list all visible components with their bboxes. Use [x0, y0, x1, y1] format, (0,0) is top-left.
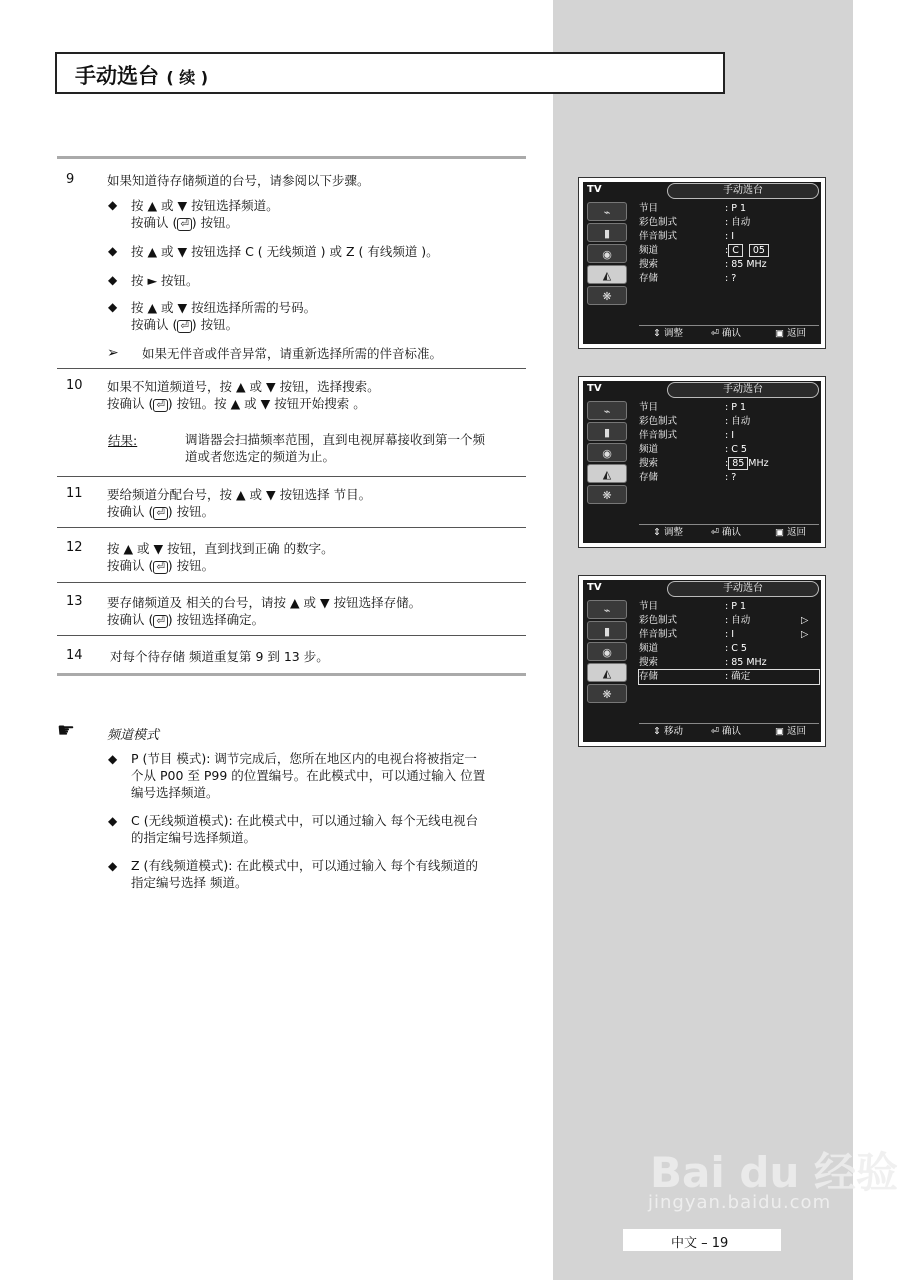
step-number: 12 — [66, 540, 83, 555]
row-label: 节目 — [639, 601, 659, 612]
enter-icon: ⏎ — [153, 399, 167, 412]
tv-menu-body — [583, 381, 821, 543]
watermark-url: jingyan.baidu.com — [648, 1192, 832, 1213]
step-line: 按 ▲ 或 ▼ 按钮，直到找到正确 的数字。 — [107, 541, 334, 556]
tv-menu-footer — [639, 524, 819, 541]
bullet-icon: ◆ — [108, 300, 118, 314]
result-label: 结果: — [108, 433, 138, 448]
bullet-icon: ◆ — [108, 752, 118, 766]
text-part: ) 按钮选择确定。 — [167, 612, 265, 627]
row-value: : I — [725, 629, 735, 640]
row-label: 彩色制式 — [639, 615, 678, 626]
footer-back: ▣ 返回 — [775, 328, 806, 339]
footer-adjust: ⇕ 调整 — [653, 527, 683, 538]
row-value: : 自动 — [725, 416, 751, 427]
bullet-line — [131, 316, 316, 333]
row-value: : P 1 — [725, 601, 747, 612]
step-text — [107, 378, 380, 412]
tv-menu-rows — [639, 401, 819, 485]
tv-menu-footer — [639, 723, 819, 740]
row-label: 节目 — [639, 402, 659, 413]
step-text — [107, 594, 421, 628]
value-box: C — [728, 244, 743, 257]
page-title-box — [55, 52, 725, 94]
tv-icon-column — [587, 600, 629, 728]
row-label: 彩色制式 — [639, 416, 678, 427]
value-part: MHz — [748, 458, 769, 469]
value-part: : — [725, 458, 729, 469]
channel-mode-title: 频道模式 — [107, 728, 160, 743]
menu-row — [639, 230, 819, 244]
value-box: 85 — [728, 457, 748, 470]
step-line: 如果不知道频道号，按 ▲ 或 ▼ 按钮，选择搜索。 — [107, 379, 380, 394]
divider — [57, 527, 526, 528]
menu-row — [639, 244, 819, 258]
footer-confirm: ⏎ 确认 — [711, 328, 741, 339]
row-value: : P 1 — [725, 203, 747, 214]
row-value: : 自动 — [725, 217, 751, 228]
menu-row — [639, 642, 819, 656]
mode-line: 指定编号选择 频道。 — [131, 875, 248, 890]
result-text — [185, 431, 485, 465]
channel-icon: ◭ — [587, 663, 627, 682]
row-label: 频道 — [639, 643, 659, 654]
row-value: : ? — [725, 472, 737, 483]
row-value: : I — [725, 231, 735, 242]
sound-icon: ◉ — [587, 443, 627, 462]
row-value: : 85 MHz — [725, 657, 767, 668]
row-value: : 自动 — [725, 615, 751, 626]
right-arrow-icon: ▷ — [801, 629, 809, 640]
tv-icon-column — [587, 401, 629, 529]
step-text: 对每个待存储 频道重复第 9 到 13 步。 — [110, 649, 329, 664]
note-arrow-icon: ➢ — [107, 345, 119, 361]
bullet-icon: ◆ — [108, 273, 118, 287]
mode-line: 的指定编号选择频道。 — [131, 830, 257, 845]
text-part: 按确认 ( — [131, 215, 178, 230]
value-part: : — [725, 245, 729, 256]
step-line — [107, 395, 380, 412]
step-text — [107, 486, 371, 520]
menu-row — [639, 401, 819, 415]
divider — [57, 368, 526, 369]
channel-icon: ◭ — [587, 265, 627, 284]
enter-icon: ⏎ — [177, 320, 191, 333]
bullet-line — [131, 214, 279, 231]
row-label: 搜索 — [639, 458, 659, 469]
antenna-icon: ⌁ — [587, 401, 627, 420]
bullet-text: 按 ▲ 或 ▼ 按钮选择 C ( 无线频道 ) 或 Z ( 有线频道 )。 — [131, 244, 439, 259]
row-value: : C 5 — [725, 643, 747, 654]
row-label: 节目 — [639, 203, 659, 214]
page-number-box — [623, 1229, 781, 1251]
bullet-text — [131, 197, 279, 231]
tv-menu-screen-1 — [578, 177, 826, 349]
tv-icon-column — [587, 202, 629, 330]
step-line — [107, 557, 334, 574]
tv-menu-header: 手动选台 — [667, 183, 819, 199]
tv-tag: TV — [587, 184, 602, 195]
row-label: 伴音制式 — [639, 629, 678, 640]
row-value: : P 1 — [725, 402, 747, 413]
bullet-line: 按 ▲ 或 ▼ 按纽选择所需的号码。 — [131, 300, 317, 315]
result-line: 调谐器会扫描频率范围，直到电视屏幕接收到第一个频 — [185, 432, 486, 447]
menu-row-selected — [639, 670, 819, 684]
tv-menu-screen-2 — [578, 376, 826, 548]
right-arrow-icon: ▷ — [801, 615, 809, 626]
menu-row — [639, 216, 819, 230]
text-part: ) 按钮。 — [191, 317, 239, 332]
tv-menu-rows — [639, 600, 819, 684]
menu-row — [639, 272, 819, 286]
step-number: 13 — [66, 594, 83, 609]
sound-icon: ◉ — [587, 642, 627, 661]
menu-row — [639, 457, 819, 471]
footer-confirm: ⏎ 确认 — [711, 726, 741, 737]
row-label: 搜索 — [639, 657, 659, 668]
menu-row — [639, 429, 819, 443]
sound-icon: ◉ — [587, 244, 627, 263]
bullet-line: 按 ▲ 或 ▼ 按钮选择频道。 — [131, 198, 279, 213]
footer-back: ▣ 返回 — [775, 527, 806, 538]
row-value: : C 5 — [725, 444, 747, 455]
row-label: 搜索 — [639, 259, 659, 270]
row-label: 频道 — [639, 245, 659, 256]
tv-menu-body — [583, 182, 821, 344]
value-box: 05 — [749, 244, 769, 257]
tv-menu-rows — [639, 202, 819, 286]
mode-line: 个从 P00 至 P99 的位置编号。在此模式中，可以通过输入 位置 — [131, 768, 486, 783]
row-value: : I — [725, 430, 735, 441]
menu-row — [639, 614, 819, 628]
picture-icon: ▮ — [587, 422, 627, 441]
mode-line: C (无线频道模式): 在此模式中，可以通过输入 每个无线电视台 — [131, 813, 479, 828]
step-number: 10 — [66, 378, 83, 393]
tv-menu-header: 手动选台 — [667, 382, 819, 398]
bullet-icon: ◆ — [108, 814, 118, 828]
step-text: 如果知道待存储频道的台号，请参阅以下步骤。 — [107, 173, 370, 188]
setup-icon: ❋ — [587, 684, 627, 703]
row-value — [725, 244, 769, 258]
divider-bottom — [57, 673, 526, 676]
menu-row — [639, 628, 819, 642]
text-part: ) 按钮。按 ▲ 或 ▼ 按钮开始搜索 。 — [167, 396, 366, 411]
step-number: 11 — [66, 486, 83, 501]
row-value: : 确定 — [725, 671, 751, 682]
bullet-icon: ◆ — [108, 198, 118, 212]
enter-icon: ⏎ — [153, 561, 167, 574]
menu-row — [639, 471, 819, 485]
bullet-icon: ◆ — [108, 859, 118, 873]
text-part: 按确认 ( — [107, 558, 154, 573]
title-sub: ( 续 ) — [166, 68, 209, 87]
mode-item — [131, 857, 478, 891]
bullet-text: 按 ► 按钮。 — [131, 273, 199, 288]
row-label: 彩色制式 — [639, 217, 678, 228]
row-value: : ? — [725, 273, 737, 284]
step-line: 要存储频道及 相关的台号，请按 ▲ 或 ▼ 按钮选择存储。 — [107, 595, 422, 610]
menu-row — [639, 202, 819, 216]
antenna-icon: ⌁ — [587, 600, 627, 619]
footer-confirm: ⏎ 确认 — [711, 527, 741, 538]
row-label: 伴音制式 — [639, 430, 678, 441]
tv-tag: TV — [587, 383, 602, 394]
bullet-text — [131, 299, 316, 333]
page-number: 中文 – 19 — [671, 1236, 729, 1251]
menu-row — [639, 258, 819, 272]
mode-line: P (节目 模式): 调节完成后，您所在地区内的电视台将被指定一 — [131, 751, 477, 766]
mode-line: Z (有线频道模式): 在此模式中，可以通过输入 每个有线频道的 — [131, 858, 478, 873]
step-number: 14 — [66, 648, 83, 663]
step-line — [107, 611, 421, 628]
menu-row — [639, 415, 819, 429]
picture-icon: ▮ — [587, 621, 627, 640]
menu-row — [639, 656, 819, 670]
step-line — [107, 503, 371, 520]
setup-icon: ❋ — [587, 485, 627, 504]
divider-top — [57, 156, 526, 159]
text-part: ) 按钮。 — [191, 215, 239, 230]
bullet-icon: ◆ — [108, 244, 118, 258]
enter-icon: ⏎ — [153, 615, 167, 628]
divider — [57, 635, 526, 636]
row-value: : 85 MHz — [725, 259, 767, 270]
footer-move: ⇕ 移动 — [653, 726, 683, 737]
divider — [57, 582, 526, 583]
tv-menu-header: 手动选台 — [667, 581, 819, 597]
mode-item — [131, 812, 478, 846]
tv-menu-body — [583, 580, 821, 742]
row-value — [725, 457, 769, 471]
text-part: ) 按钮。 — [167, 504, 215, 519]
page-title — [75, 60, 208, 90]
enter-icon: ⏎ — [153, 507, 167, 520]
tv-tag: TV — [587, 582, 602, 593]
text-part: 按确认 ( — [131, 317, 178, 332]
text-part: 按确认 ( — [107, 396, 154, 411]
step-line: 要给频道分配台号，按 ▲ 或 ▼ 按钮选择 节目。 — [107, 487, 372, 502]
tv-menu-screen-3 — [578, 575, 826, 747]
setup-icon: ❋ — [587, 286, 627, 305]
note-text: 如果无伴音或伴音异常，请重新选择所需的伴音标准。 — [142, 346, 443, 361]
mode-line: 编号选择频道。 — [131, 785, 219, 800]
text-part: 按确认 ( — [107, 612, 154, 627]
menu-row — [639, 600, 819, 614]
menu-row — [639, 443, 819, 457]
step-number: 9 — [66, 172, 75, 187]
row-label: 存储 — [639, 671, 659, 682]
title-main: 手动选台 — [75, 64, 159, 88]
enter-icon: ⏎ — [177, 218, 191, 231]
step-text — [107, 540, 334, 574]
pointing-hand-icon: ☛ — [57, 718, 75, 742]
text-part: 按确认 ( — [107, 504, 154, 519]
picture-icon: ▮ — [587, 223, 627, 242]
text-part: ) 按钮。 — [167, 558, 215, 573]
tv-menu-footer — [639, 325, 819, 342]
footer-adjust: ⇕ 调整 — [653, 328, 683, 339]
mode-item — [131, 750, 485, 801]
watermark-logo: Bai du 经验 — [650, 1148, 898, 1197]
divider — [57, 476, 526, 477]
row-label: 频道 — [639, 444, 659, 455]
footer-back: ▣ 返回 — [775, 726, 806, 737]
result-line: 道或者您选定的频道为止。 — [185, 449, 336, 464]
row-label: 存储 — [639, 472, 659, 483]
channel-icon: ◭ — [587, 464, 627, 483]
row-label: 伴音制式 — [639, 231, 678, 242]
antenna-icon: ⌁ — [587, 202, 627, 221]
row-label: 存储 — [639, 273, 659, 284]
